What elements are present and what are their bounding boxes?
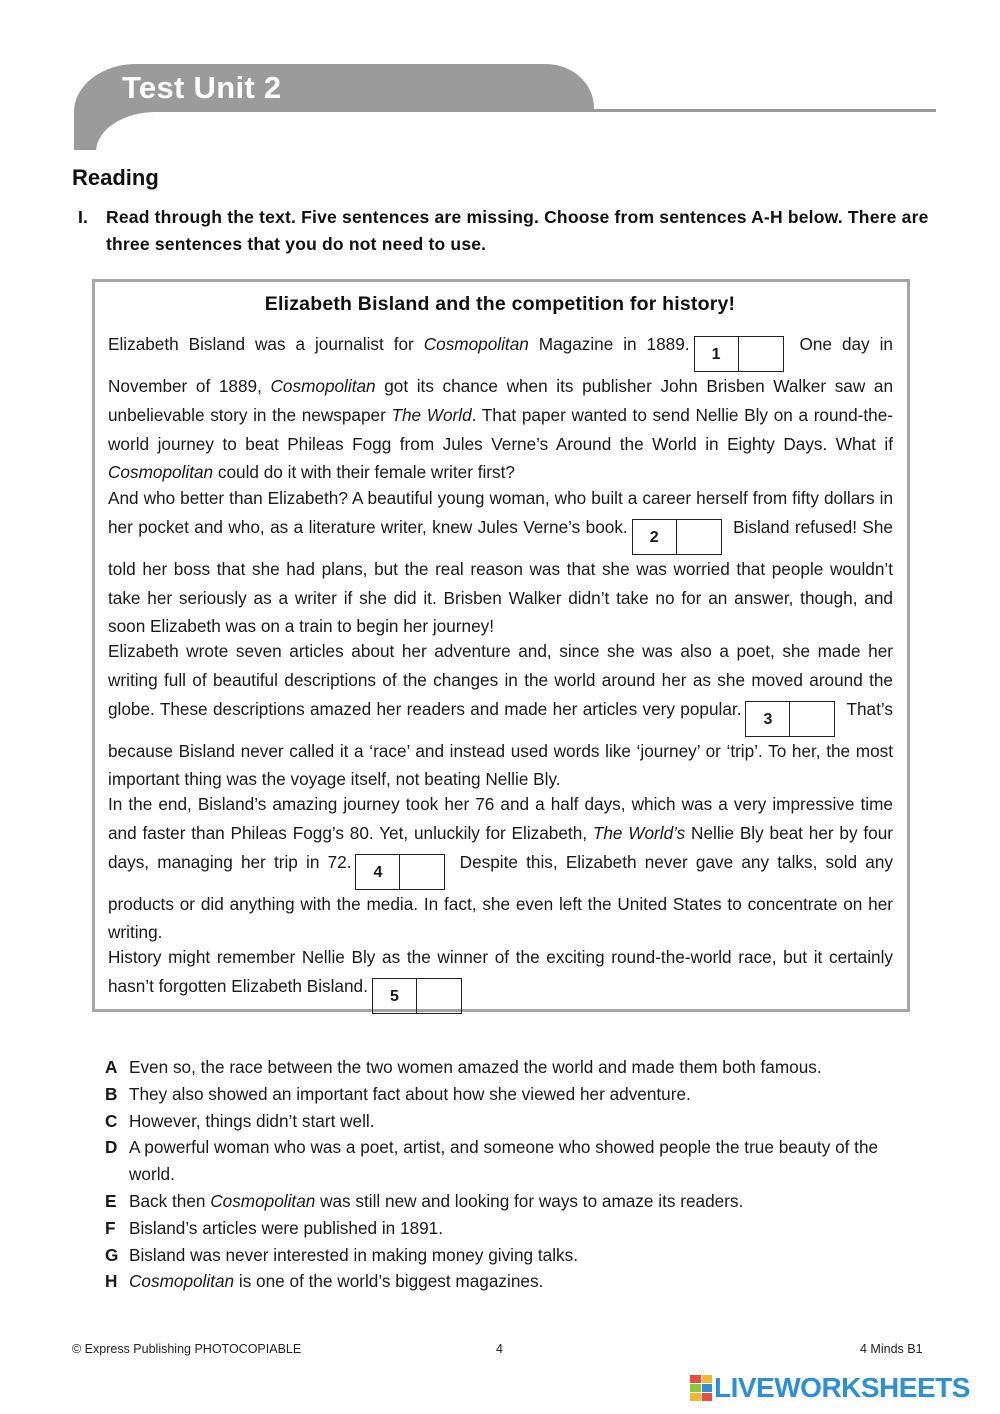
article-paragraph-4: In the end, Bisland’s amazing journey took her 76 and a half days, which was a very impressive time and faster than Phileas Fogg’s 80. Yet, unluckily for Elizabeth, The World’s Nellie Bly beat her by four days, managing her trip in 72. 4 Despite this, Elizabeth never gave any talks, sold any products or did anything with the media. In fact, she even left the United States to concentrate on her writing. xyxy=(108,794,893,943)
article-paragraph-1: Elizabeth Bisland was a journalist for Cosmopolitan Magazine in 1889. 1 One day in November of 1889, Cosmopolitan got its chance when its publisher John Brisben Walker saw an unbelievable story in the newspaper The World. That paper wanted to send Nellie Bly on a round-the-world journey to beat Phileas Fogg from Jules Verne’s Around the World in Eighty Days. What if Cosmopolitan could do it with their female writer first? xyxy=(108,334,894,483)
answer-gap-4[interactable] xyxy=(355,854,445,890)
page-title: Test Unit 2 xyxy=(122,70,282,105)
footer-page-number: 4 xyxy=(496,1342,503,1356)
option-e: E Back then Cosmopolitan was still new and looking for ways to amaze its readers. xyxy=(105,1190,744,1211)
liveworksheets-logo[interactable] xyxy=(690,1372,970,1404)
gap-number: 4 xyxy=(356,855,400,889)
article-paragraph-5: History might remember Nellie Bly as the winner of the exciting round-the-world race, but it certainly hasn’t forgotten Elizabeth Bisland. 5 xyxy=(108,943,893,1014)
header-rule xyxy=(590,109,936,112)
option-c: C However, things didn’t start well. xyxy=(105,1110,375,1131)
option-f: F Bisland’s articles were published in 1891. xyxy=(105,1217,444,1238)
gap-answer-field[interactable] xyxy=(739,337,783,371)
answer-gap-5[interactable] xyxy=(372,978,462,1014)
footer-copyright: © Express Publishing PHOTOCOPIABLE xyxy=(72,1342,302,1356)
instruction-text: Read through the text. Five sentences are missing. Choose from sentences A-H below. There are three sentences that you do not need to use. xyxy=(106,207,929,254)
article-paragraph-3: Elizabeth wrote seven articles about her adventure and, since she was also a poet, she made her writing full of beautiful descriptions of the changes in the world around her as she moved around the globe. These descriptions amazed her readers and made her articles very popular. 3 That’s because Bisland never called it a ‘race’ and instead used words like ‘journey’ or ‘trip’. To her, the most important thing was the voyage itself, not beating Nellie Bly. xyxy=(108,641,893,790)
option-b: B They also showed an important fact about how she viewed her adventure. xyxy=(105,1083,691,1104)
option-g: G Bisland was never interested in making money giving talks. xyxy=(105,1244,579,1265)
liveworksheets-mark-icon xyxy=(690,1375,712,1401)
header-cutout xyxy=(96,112,616,172)
gap-answer-field[interactable] xyxy=(677,520,721,554)
option-h: H Cosmopolitan is one of the world’s biggest magazines. xyxy=(105,1271,544,1292)
option-d: D A powerful woman who was a poet, artist, and someone who showed people the true beauty of the world. xyxy=(105,1137,879,1185)
gap-answer-field[interactable] xyxy=(790,702,834,736)
footer-book-title: 4 Minds B1 xyxy=(860,1342,923,1356)
gap-number: 3 xyxy=(746,702,790,736)
article-title: Elizabeth Bisland and the competition for history! xyxy=(264,293,736,315)
answer-gap-3[interactable] xyxy=(745,701,835,737)
gap-answer-field[interactable] xyxy=(417,979,461,1013)
instruction-number: I. xyxy=(78,207,89,227)
options-list xyxy=(105,1054,915,1295)
article-paragraph-2: And who better than Elizabeth? A beautiful young woman, who built a career herself from fifty dollars in her pocket and who, as a literature writer, knew Jules Verne’s book. 2 Bisland refused! She told her boss that she had plans, but the real reason was that she was worried that people wouldn’t take her seriously as a writer if she did it. Brisben Walker didn’t take no for an answer, though, and soon Elizabeth was on a train to begin her journey! xyxy=(108,488,893,637)
answer-gap-2[interactable] xyxy=(632,519,722,555)
option-a: A Even so, the race between the two women amazed the world and made them both famous. xyxy=(105,1057,822,1077)
answer-gap-1[interactable] xyxy=(694,336,784,372)
gap-number: 1 xyxy=(695,337,739,371)
gap-number: 2 xyxy=(633,520,677,554)
logo-text: LIVEWORKSHEETS xyxy=(714,1372,970,1403)
instruction xyxy=(78,204,938,258)
gap-number: 5 xyxy=(373,979,417,1013)
section-heading: Reading xyxy=(72,165,159,190)
gap-answer-field[interactable] xyxy=(400,855,444,889)
